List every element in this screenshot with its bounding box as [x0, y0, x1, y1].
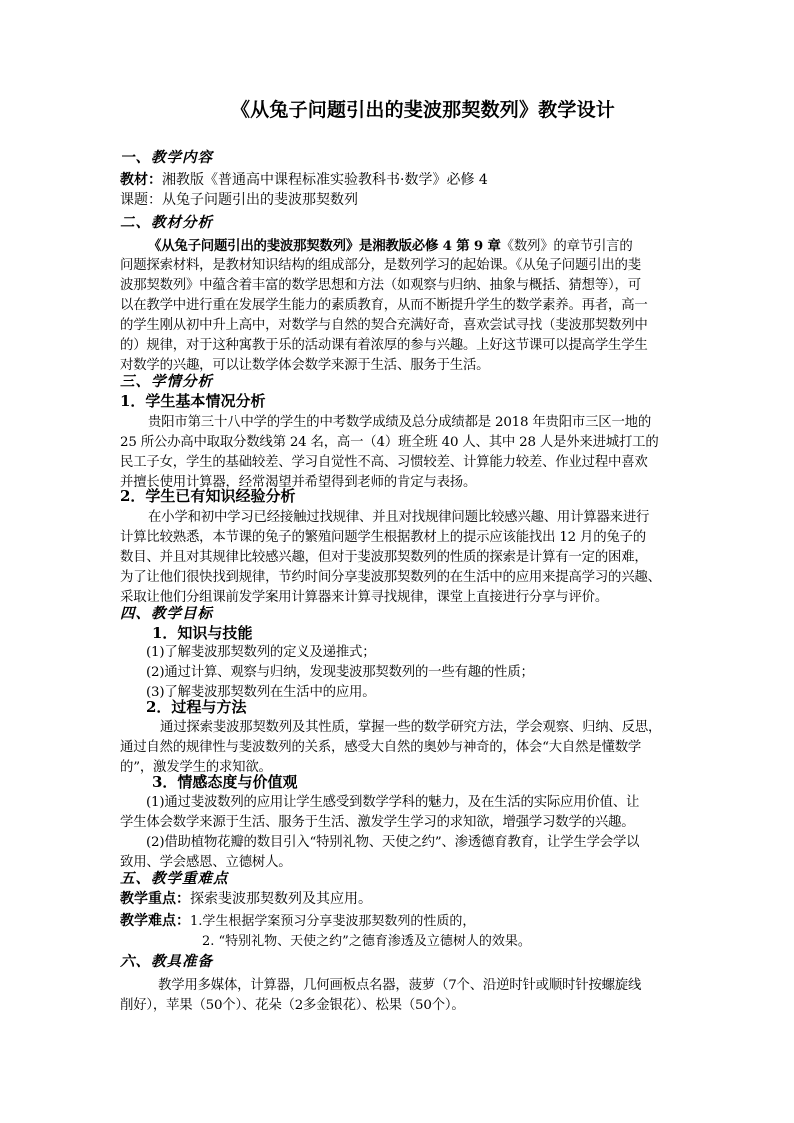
material-paragraph-line — [148, 236, 708, 257]
subheading-basic-situation: 1．学生基本情况分析 — [120, 392, 266, 410]
objective-paragraph-line: 通过自然的规律性与斐波数列的关系，感受大自然的奥妙与神奇的，体会“大自然是懂数学 — [120, 740, 642, 755]
textbook-line — [120, 170, 680, 190]
objective-paragraph-line: 致用、学会感恩、立德树人。 — [120, 855, 292, 870]
students-paragraph-line: 采取让他们分组课前发学案用计算器来计算寻找规律，课堂上直接进行分享与评价。 — [120, 590, 609, 605]
key-point-label: 教学重点： — [120, 891, 190, 907]
topic-line: 课题：从兔子问题引出的斐波那契数列 — [120, 192, 358, 208]
section-heading-teaching-aids: 六、教具准备 — [120, 953, 213, 970]
material-paragraph-line: 波那契数列》中蕴含着丰富的数学思想和方法（如观察与归纳、抽象与概括、猜想等），可 — [120, 278, 641, 293]
objective-paragraph-line: 通过探索斐波那契数列及其性质，掌握一些的数学研究方法，学会观察、归纳、反思， — [160, 720, 662, 735]
objective-item: (1)了解斐波那契数列的定义及递推式； — [146, 645, 376, 660]
subheading-process-method: 2．过程与方法 — [146, 698, 247, 716]
students-paragraph-line: 民工子女，学生的基础较差、学习自觉性不高、习惯较差、计算能力较差、作业过程中喜欢 — [120, 455, 648, 470]
objective-item: (2)通过计算、观察与归纳，发现斐波那契数列的一些有趣的性质； — [146, 665, 534, 680]
objective-paragraph-line: 学生体会数学来源于生活、服务于生活、激发学生学习的求知欲，增强学习数学的兴趣。 — [120, 815, 635, 830]
students-paragraph-line: 在小学和初中学习已经接触过找规律、并且对找规律问题比较感兴趣、用计算器来进行 — [148, 510, 650, 525]
difficult-point-item-2: 2. “特别礼物、天使之约”之德育渗透及立德树人的效果。 — [202, 934, 531, 949]
material-bold-lead: 《从兔子问题引出的斐波那契数列》是湘教版必修 4 第 9 章 — [148, 238, 501, 254]
document-title: 《从兔子问题引出的斐波那契数列》教学设计 — [230, 99, 615, 121]
material-paragraph-line: 对数学的兴趣，可以让数学体会数学来源于生活、服务于生活。 — [120, 358, 490, 373]
section-heading-objectives: 四、教学目标 — [120, 605, 213, 622]
students-paragraph-line: 数目、并且对其规律比较感兴趣，但对于斐波那契数列的性质的探索是计算有一定的困难， — [120, 550, 648, 565]
textbook-label: 教材： — [120, 172, 162, 188]
material-lead-rest: 《数列》的章节引言的 — [500, 239, 633, 254]
teaching-aids-line: 削好），苹果（50个）、花朵（2多金银花）、松果（50个）。 — [120, 998, 465, 1013]
section-heading-material: 二、教材分析 — [120, 214, 213, 231]
subheading-prior-knowledge: 2．学生已有知识经验分析 — [120, 487, 296, 505]
objective-item: (3)了解斐波那契数列在生活中的应用。 — [146, 685, 376, 700]
section-heading-content: 一、教学内容 — [120, 149, 213, 166]
difficult-point-line — [120, 911, 680, 932]
difficult-point-label: 教学难点： — [120, 913, 190, 929]
textbook-value: 湘教版《普通高中课程标准实验教科书·数学》必修 4 — [162, 172, 488, 188]
students-paragraph-line: 为了让他们很快找到规律，节约时间分享斐波那契数列的在生活中的应用来提高学习的兴趣、 — [120, 570, 661, 585]
students-paragraph-line: 并擅长使用计算器，经常渴望并希望得到老师的肯定与表扬。 — [120, 475, 477, 490]
material-paragraph-line: 以在教学中进行重在发展学生能力的素质教育，从而不断提升学生的数学素养。再者，高一 — [120, 298, 648, 313]
students-paragraph-line: 计算比较熟悉，本节课的兔子的繁殖问题学生根据教材上的提示应该能找出 12 月的兔子的 — [120, 530, 646, 545]
section-heading-students: 三、学情分析 — [120, 373, 213, 390]
subheading-emotion-values: 3．情感态度与价值观 — [152, 773, 298, 791]
difficult-point-item-1: 1.学生根据学案预习分享斐波那契数列的性质的， — [190, 914, 476, 929]
material-paragraph-line: 问题探索材料，是教材知识结构的组成部分，是数列学习的起始课。《从兔子问题引出的斐 — [120, 258, 641, 273]
objective-paragraph-line: (2)借助植物花瓣的数目引入“特别礼物、天使之约”、渗透德育教育，让学生学会学以 — [146, 835, 640, 850]
subheading-knowledge-skills: 1．知识与技能 — [152, 624, 253, 642]
material-paragraph-line: 的学生刚从初中升上高中，对数学与自然的契合充满好奇，喜欢尝试寻找（斐波那契数列中 — [120, 318, 648, 333]
section-heading-key-difficult: 五、教学重难点 — [120, 870, 229, 887]
objective-paragraph-line: 的”，激发学生的求知欲。 — [120, 760, 272, 775]
students-paragraph-line: 贵阳市第三十八中学的学生的中考数学成绩及总分成绩都是 2018 年贵阳市三区一地的 — [148, 415, 652, 430]
teaching-aids-line: 教学用多媒体，计算器，几何画板点名器，菠萝（7个、沿逆时针或顺时针按螺旋线 — [158, 978, 642, 993]
objective-paragraph-line: (1)通过斐波数列的应用让学生感受到数学学科的魅力，及在生活的实际应用价值、让 — [146, 795, 640, 810]
key-point-value: 探索斐波那契数列及其应用。 — [190, 891, 372, 907]
students-paragraph-line: 25 所公办高中取取分数线第 24 名，高一（4）班全班 40 人、其中 28 人是外来进城打工的 — [120, 435, 659, 450]
material-paragraph-line: 的）规律，对于这种寓教于乐的活动课有着浓厚的参与兴趣。上好这节课可以提高学生学生 — [120, 338, 648, 353]
key-point-line — [120, 889, 680, 909]
